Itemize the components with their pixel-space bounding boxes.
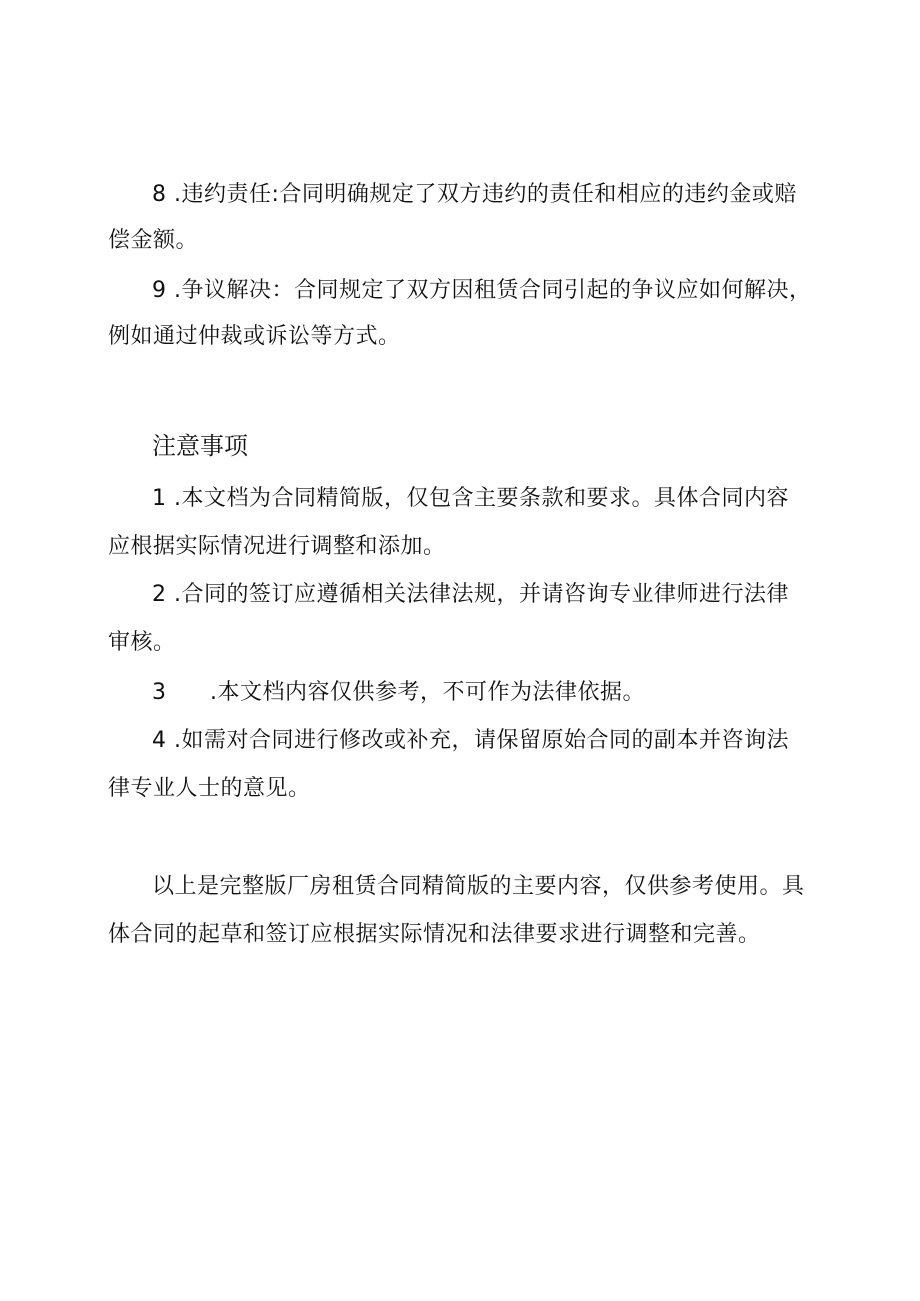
note-text: .如需对合同进行修改或补充，请保留原始合同的副本并咨询法 bbox=[174, 728, 789, 753]
notes-heading: 注意事项 bbox=[152, 432, 248, 460]
item-8-line-2: 偿金额。 bbox=[108, 228, 199, 253]
note-2-line-2: 审核。 bbox=[108, 630, 176, 655]
note-text: .本文档为合同精简版，仅包含主要条款和要求。具体合同内容 bbox=[174, 486, 789, 511]
item-8-line-1 bbox=[152, 182, 797, 208]
item-9-line-2: 例如通过仲裁或诉讼等方式。 bbox=[108, 324, 401, 349]
note-1-line-1 bbox=[152, 486, 789, 512]
note-1-line-2: 应根据实际情况进行调整和添加。 bbox=[108, 534, 446, 559]
item-number: 9 bbox=[152, 278, 167, 303]
note-number: 1 bbox=[152, 486, 167, 511]
item-text: .争议解决：合同规定了双方因租赁合同引起的争议应如何解决， bbox=[174, 278, 812, 303]
note-text: .本文档内容仅供参考，不可作为法律依据。 bbox=[210, 680, 645, 705]
note-number: 2 bbox=[152, 582, 167, 607]
note-4-line-2: 律专业人士的意见。 bbox=[108, 776, 311, 801]
conclusion-line-2: 体合同的起草和签订应根据实际情况和法律要求进行调整和完善。 bbox=[108, 922, 761, 947]
note-number: 4 bbox=[152, 728, 167, 753]
note-2-line-1 bbox=[152, 582, 789, 608]
note-number: 3 bbox=[152, 680, 167, 705]
conclusion-line-1: 以上是完整版厂房租赁合同精简版的主要内容，仅供参考使用。具 bbox=[152, 874, 805, 899]
item-number: 8 bbox=[152, 182, 167, 207]
item-text: .违约责任:合同明确规定了双方违约的责任和相应的违约金或赔 bbox=[174, 182, 797, 207]
note-3-line-1 bbox=[152, 680, 645, 706]
note-4-line-1 bbox=[152, 728, 789, 754]
note-text: .合同的签订应遵循相关法律法规，并请咨询专业律师进行法律 bbox=[174, 582, 789, 607]
item-9-line-1 bbox=[152, 278, 812, 304]
